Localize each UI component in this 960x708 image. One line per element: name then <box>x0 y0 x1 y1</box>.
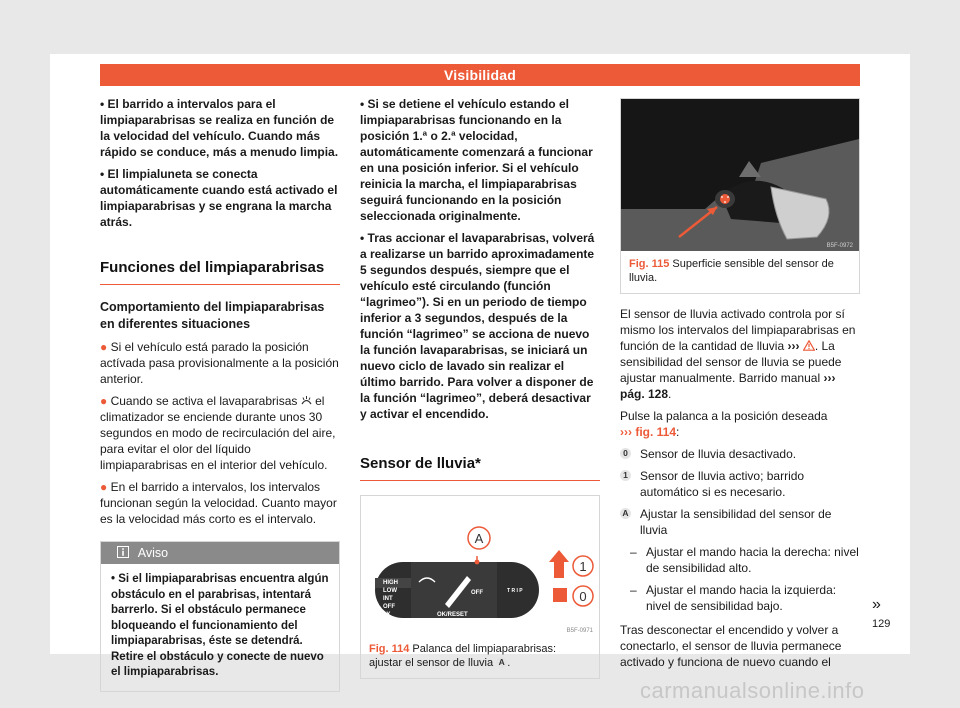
trip-label: T R I P <box>507 588 523 594</box>
list-subitem-2: – Ajustar el mando hacia la izquierda: nivel de sensibilidad bajo. <box>630 583 837 613</box>
paragraph-4: El sensor de lluvia activado controla por sí mismo los intervalos del limpiaparabrisas en función de la cantidad de lluvia ››› . La sensibilidad del sensor de lluvia se puede ajustar manualmente. Barrido manual ››› pág. 128. <box>620 307 856 401</box>
continue-mark: » <box>872 596 881 613</box>
ok-reset-label: OK/RESET <box>437 612 468 618</box>
stalk-label-low: LOW <box>383 588 397 594</box>
stalk-label-int: INT <box>383 596 393 602</box>
section-title-wiper-functions: Funciones del limpiaparabrisas <box>100 246 340 285</box>
ring-label-off: OFF <box>471 590 483 596</box>
note-bullet-3: • Si se detiene el vehículo estando el limpiaparabrisas funcionando en la posición 1.ª o 2.ª velocidad, automáticamente comenzará a funcionar en una posición inferior. Si el vehículo reinicia la marcha, el limpiaparabrisas seguirá funcionando en la posición seleccionada originalmente. <box>360 97 593 223</box>
rain-sensor-drawing <box>621 99 859 251</box>
figure-code: B5F-0972 <box>826 243 853 249</box>
stop-square-icon <box>553 588 567 602</box>
notice-body: • Si el limpiaparabrisas encuentra algún obstáculo en el parabrisas, intentará barrerlo. Si el obstáculo permanece bloqueando el funcionamiento del limpiaparabrisas, éste se detendrá. Retire el obstáculo y conecte de nuevo el limpiaparabrisas. <box>111 573 329 678</box>
watermark: carmanualsonline.info <box>640 678 865 703</box>
paragraph-5: Pulse la palanca a la posición deseada ››› fig. 114: <box>620 409 828 439</box>
figure-115 <box>620 98 860 294</box>
paragraph-2: ● Cuando se activa el lavaparabrisas el climatizador se enciende durante unos 30 segundos en modo de recirculación del aire, para evitar el olor del líquido limpiaparabrisas en el interior del vehículo. <box>100 394 336 472</box>
section-title-rain-sensor: Sensor de lluvia* <box>360 442 600 481</box>
warning-icon <box>803 340 815 351</box>
wiper-stalk-illustration <box>361 496 599 636</box>
figure-114 <box>360 495 600 679</box>
column-right <box>620 96 860 676</box>
figure-115-caption: Fig. 115 Superficie sensible del sensor de lluvia. <box>629 258 834 284</box>
list-item-0: 0 Sensor de lluvia desactivado. <box>620 446 860 462</box>
chapter-title: Visibilidad <box>444 67 516 83</box>
figure-114-caption: Fig. 114 Palanca del limpiaparabrisas: ajustar el sensor de lluvia A . <box>369 643 557 669</box>
badge-a: A <box>496 657 507 668</box>
note-bullet-1: • El barrido a intervalos para el limpiaparabrisas se realiza en función de la velocidad del vehículo. Cuando más rápido se conduce, más a menudo limpia. <box>100 97 339 159</box>
page-ref-link[interactable]: pág. 128 <box>620 387 669 401</box>
paragraph-1: ● Si el vehículo está parado la posición actívada pasa provisionalmente a la posición anterior. <box>100 340 339 386</box>
rain-sensor-photo <box>621 99 859 251</box>
stalk-label-high: HIGH <box>383 580 398 586</box>
stalk-label-off: OFF <box>383 604 395 610</box>
washer-icon <box>301 396 312 406</box>
notice-header: Aviso <box>101 542 339 564</box>
wiper-stalk-drawing <box>361 496 599 636</box>
list-subitem-1: – Ajustar el mando hacia la derecha: nivel de sensibilidad alto. <box>630 545 859 575</box>
list-item-1: 1 Sensor de lluvia activo; barrido automático si es necesario. <box>620 468 860 500</box>
figure-ref-link[interactable]: fig. 114 <box>635 425 677 439</box>
list-item-a: A Ajustar la sensibilidad del sensor de lluvia <box>620 506 860 538</box>
stalk-label-1x: 1X <box>383 612 391 618</box>
page-number: 129 <box>872 618 891 630</box>
subheading: Comportamiento del limpiaparabrisas en diferentes situaciones <box>100 300 325 331</box>
svg-text:A: A <box>474 531 484 546</box>
svg-text:1: 1 <box>579 559 587 574</box>
note-bullet-2: • El limpialuneta se conecta automáticamente cuando está activado el limpiaparabrisas y se engrana la marcha atrás. <box>100 167 338 229</box>
chapter-header <box>100 64 860 86</box>
paragraph-6: Tras desconectar el encendido y volver a conectarlo, el sensor de lluvia permanece activado y funciona de nuevo cuando el <box>620 623 842 669</box>
column-left <box>100 96 340 692</box>
note-bullet-4: • Tras accionar el lavaparabrisas, volverá a realizarse un barrido aproximadamente 5 segundos después, siempre que el vehículo esté circulando (función “lagrimeo”). Si en un periodo de tiempo inferior a 3 segundos, después de la función “lagrimeo” se acciona de nuevo la función lavaparabrisas, se iniciará un nuevo ciclo de lavado sin realizar el último barrido. Para volver a disponer de la función “lagrimeo”, deberá desactivar y activar el encendido. <box>360 231 595 421</box>
figure-code: B5F-0971 <box>566 628 593 634</box>
paragraph-3: ● En el barrido a intervalos, los intervalos funcionan según la velocidad. Cuanto mayor es la velocidad más corto es el intervalo. <box>100 480 337 526</box>
column-middle <box>360 96 600 679</box>
svg-text:0: 0 <box>579 589 587 604</box>
notice-box <box>100 541 340 692</box>
info-icon <box>117 546 129 558</box>
